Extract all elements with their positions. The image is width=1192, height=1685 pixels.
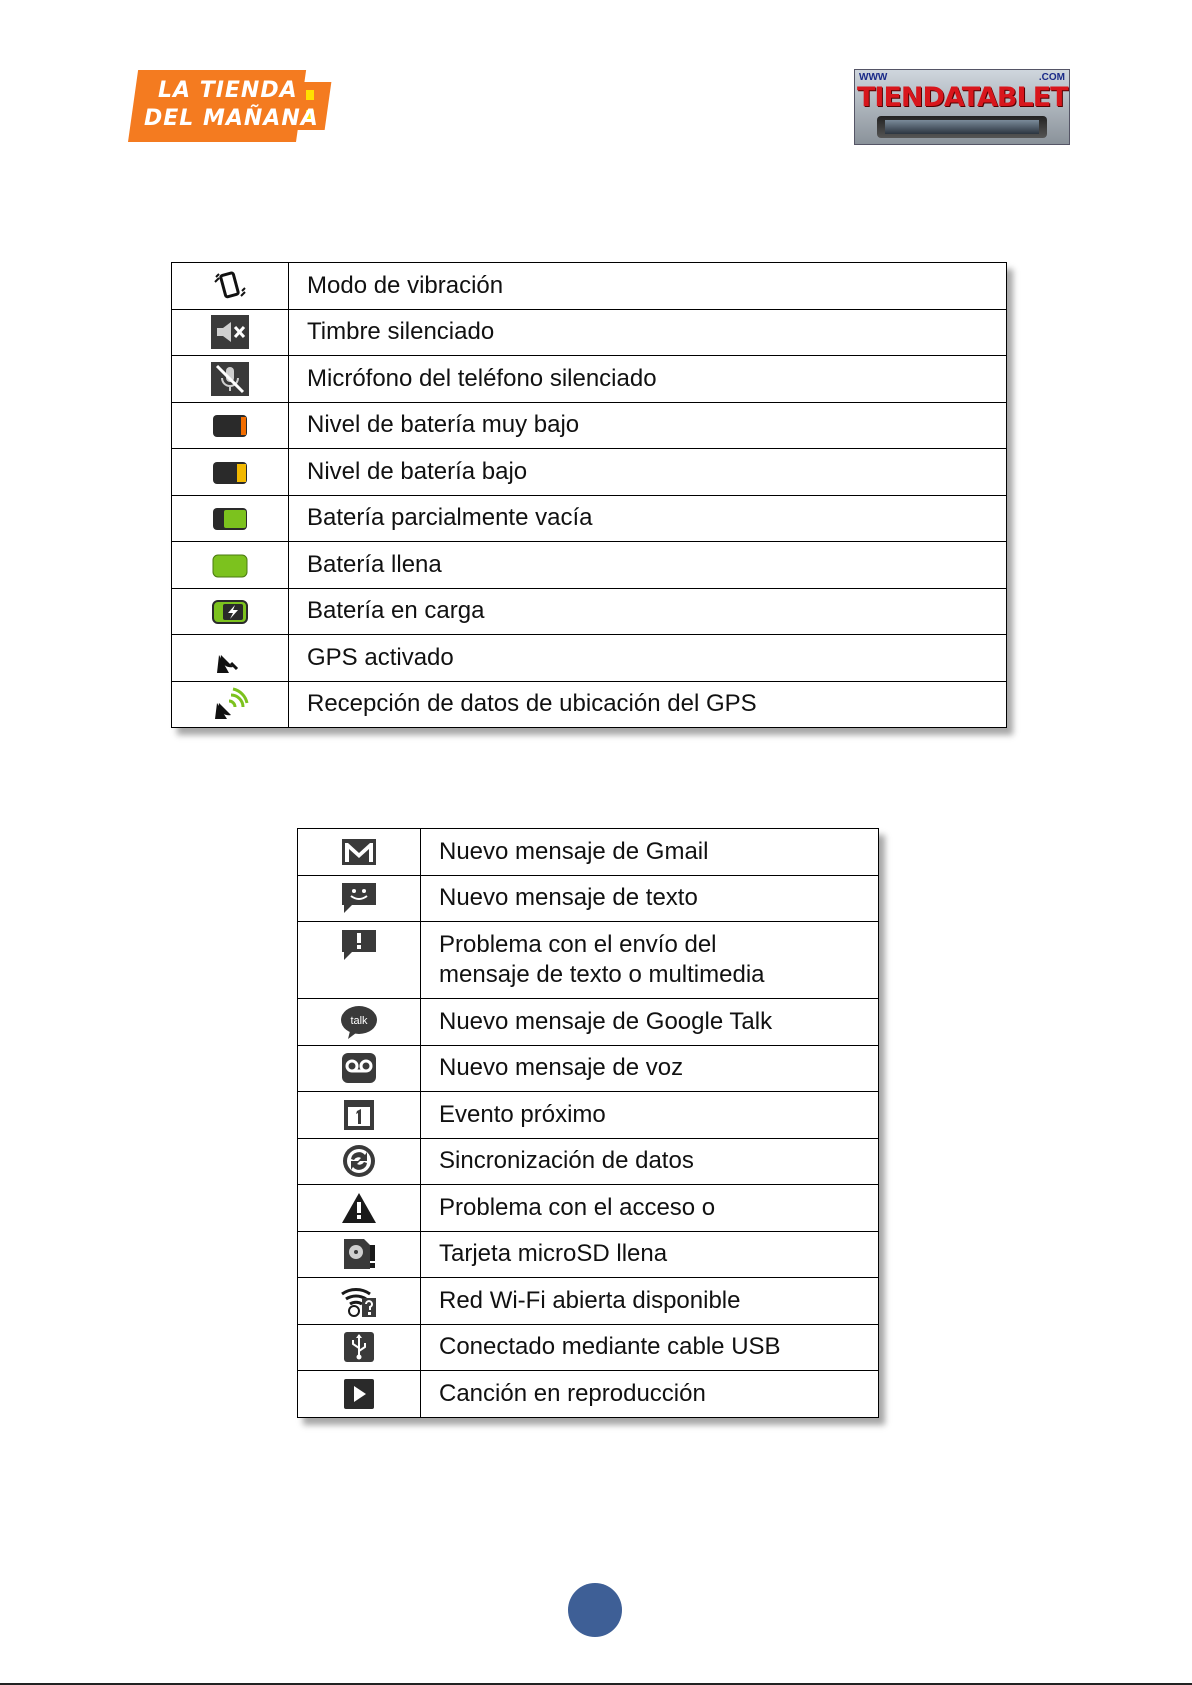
table-row xyxy=(172,542,1007,589)
row-label: Nivel de batería bajo xyxy=(289,449,1007,496)
logo-line-1: LA TIENDA xyxy=(158,78,298,103)
battery-full-icon xyxy=(211,548,249,582)
table-row xyxy=(298,1138,879,1185)
tablet-image xyxy=(877,116,1047,138)
row-label: Nuevo mensaje de Gmail xyxy=(421,829,879,876)
row-label: Nuevo mensaje de voz xyxy=(421,1045,879,1092)
row-label: Canción en reproducción xyxy=(421,1371,879,1418)
table-row xyxy=(298,1092,879,1139)
row-label: Batería en carga xyxy=(289,588,1007,635)
page-number-circle xyxy=(568,1583,622,1637)
table-row xyxy=(172,356,1007,403)
table-row xyxy=(172,495,1007,542)
gmail-icon xyxy=(340,835,378,869)
table-row xyxy=(298,1045,879,1092)
table-row xyxy=(172,402,1007,449)
row-label: Timbre silenciado xyxy=(289,309,1007,356)
table-row xyxy=(298,999,879,1046)
table-row xyxy=(298,829,879,876)
logo-com: .COM xyxy=(1038,72,1065,83)
battery-low-icon xyxy=(211,455,249,489)
battery-charging-icon xyxy=(211,594,249,628)
row-label: GPS activado xyxy=(289,635,1007,682)
row-label: Red Wi-Fi abierta disponible xyxy=(421,1278,879,1325)
row-label: Tarjeta microSD llena xyxy=(421,1231,879,1278)
table-row xyxy=(298,1231,879,1278)
battery-partial-icon xyxy=(211,501,249,535)
row-label: Micrófono del teléfono silenciado xyxy=(289,356,1007,403)
row-label: Recepción de datos de ubicación del GPS xyxy=(289,681,1007,728)
gps-receiving-icon xyxy=(211,687,249,721)
table-row xyxy=(298,922,879,999)
status-icons-table xyxy=(171,262,1007,728)
row-label: Batería llena xyxy=(289,542,1007,589)
sms-error-icon xyxy=(340,928,378,962)
table-row xyxy=(298,1185,879,1232)
tienda-del-manana-logo xyxy=(128,70,328,142)
table-row xyxy=(298,1371,879,1418)
play-icon xyxy=(340,1377,378,1411)
logo-line-2: DEL MAÑANA xyxy=(144,106,319,131)
tiendatablet-logo xyxy=(854,69,1070,145)
sd-card-full-icon xyxy=(340,1237,378,1271)
calendar-icon xyxy=(340,1098,378,1132)
table-row xyxy=(172,449,1007,496)
logo-www: WWW xyxy=(859,72,888,83)
table-row xyxy=(172,263,1007,310)
battery-very-low-icon xyxy=(211,408,249,442)
notification-icons-table xyxy=(297,828,879,1418)
table-row xyxy=(298,875,879,922)
warning-icon xyxy=(340,1191,378,1225)
table-row xyxy=(172,635,1007,682)
row-label: Conectado mediante cable USB xyxy=(421,1324,879,1371)
vibrate-icon xyxy=(211,269,249,303)
gps-on-icon xyxy=(211,641,249,675)
row-label: Nuevo mensaje de texto xyxy=(421,875,879,922)
mic-muted-icon xyxy=(211,362,249,396)
row-label: Batería parcialmente vacía xyxy=(289,495,1007,542)
row-label: Problema con el acceso o xyxy=(421,1185,879,1232)
google-talk-icon xyxy=(340,1005,378,1039)
row-label: Nivel de batería muy bajo xyxy=(289,402,1007,449)
table-row xyxy=(172,309,1007,356)
usb-icon xyxy=(340,1330,378,1364)
row-label: Nuevo mensaje de Google Talk xyxy=(421,999,879,1046)
row-label: Sincronización de datos xyxy=(421,1138,879,1185)
table-row xyxy=(172,681,1007,728)
table-row xyxy=(298,1278,879,1325)
table-row xyxy=(172,588,1007,635)
voicemail-icon xyxy=(340,1051,378,1085)
wifi-open-icon xyxy=(340,1284,378,1318)
ringer-muted-icon xyxy=(211,315,249,349)
sms-icon xyxy=(340,881,378,915)
row-label: Modo de vibración xyxy=(289,263,1007,310)
svg-text:talk: talk xyxy=(350,1014,368,1027)
row-label: Problema con el envío del mensaje de texto o multimedia xyxy=(421,922,879,999)
row-label: Evento próximo xyxy=(421,1092,879,1139)
sync-icon xyxy=(340,1144,378,1178)
logo-brand: TIENDATABLET xyxy=(857,82,1068,113)
table-row xyxy=(298,1324,879,1371)
